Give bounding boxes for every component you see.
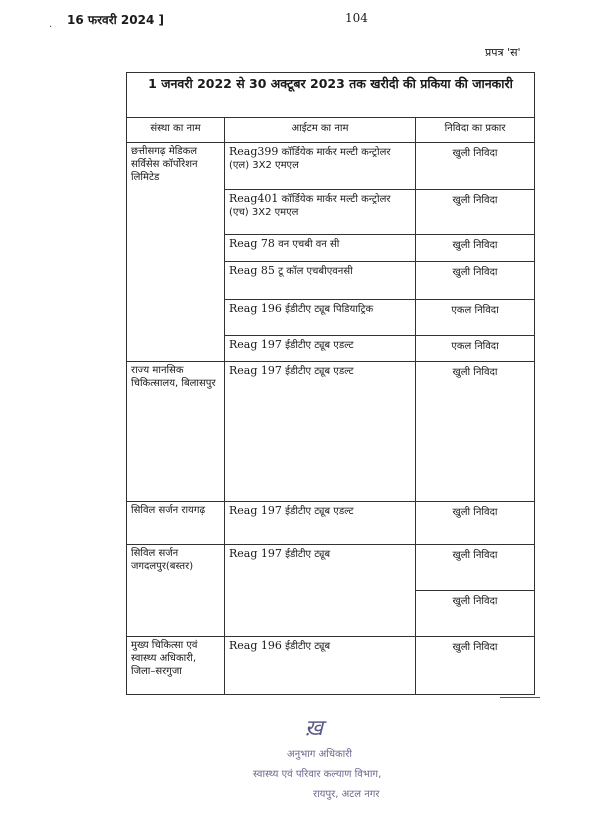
- item-code: Reag 197: [229, 504, 282, 517]
- item-code: Reag401: [229, 192, 279, 205]
- item-cell: [225, 545, 416, 637]
- margin-marks: ·: [49, 22, 53, 33]
- tender-cell: खुली निविदा: [416, 262, 535, 300]
- signature-block: [225, 712, 485, 812]
- item-name: टू कॉल एचबीएवनसी: [278, 266, 353, 277]
- tender-cell: खुली निविदा: [416, 235, 535, 262]
- item-cell: [225, 300, 416, 336]
- page-number: 104: [345, 11, 368, 25]
- org-cell: सिविल सर्जन जगदलपुर(बस्तर): [127, 545, 225, 637]
- tender-cell: खुली निविदा: [416, 502, 535, 545]
- item-cell: [225, 262, 416, 300]
- item-cell: [225, 235, 416, 262]
- table-title: 1 जनवरी 2022 से 30 अक्टूबर 2023 तक खरीदी की प्रकिया की जानकारी: [127, 73, 535, 118]
- org-cell: राज्य मानसिक चिकित्सालय, बिलासपुर: [127, 362, 225, 502]
- column-header-tender: निविदा का प्रकार: [416, 118, 535, 143]
- item-name: ईडीटीए ट्यूब एडल्ट: [285, 340, 354, 351]
- tender-cell: एकल निविदा: [416, 336, 535, 362]
- item-code: Reag 196: [229, 302, 282, 315]
- item-cell: [225, 637, 416, 695]
- item-cell: [225, 190, 416, 235]
- table-rule-extension: [500, 697, 540, 698]
- item-name: ईडीटीए ट्यूब एडल्ट: [285, 506, 354, 517]
- item-name: ईडीटीए ट्यूब एडल्ट: [285, 366, 354, 377]
- item-code: Reag 196: [229, 639, 282, 652]
- tender-cell: खुली निविदा: [416, 637, 535, 695]
- item-name: कॉर्डियेक मार्कर मल्टी कन्ट्रोलर (एच) 3X2 एमएल: [229, 194, 391, 218]
- gazette-date: 16 फरवरी 2024 ]: [67, 13, 164, 27]
- tender-cell: खुली निविदा: [416, 143, 535, 190]
- item-name: कॉर्डियेक मार्कर मल्टी कन्ट्रोलर (एल) 3X2 एमएल: [229, 147, 391, 171]
- column-header-item: आईटम का नाम: [225, 118, 416, 143]
- item-code: Reag 78: [229, 237, 275, 250]
- item-code: Reag 197: [229, 364, 282, 377]
- org-cell: छत्तीसगढ़ मेडिकल सर्विसेस कॉर्पोरेशन लिमिटेड: [127, 143, 225, 362]
- tender-cell: एकल निविदा: [416, 300, 535, 336]
- item-code: Reag 85: [229, 264, 275, 277]
- item-name: ईडीटीए ट्यूब पिडियाट्रिक: [285, 304, 374, 315]
- item-code: Reag 197: [229, 338, 282, 351]
- signature-mark: ख़: [305, 716, 323, 741]
- tender-cell: खुली निविदा: [416, 362, 535, 502]
- item-name: वन एचबी वन सी: [278, 239, 340, 250]
- form-label: प्रपत्र 'स': [485, 46, 521, 59]
- tender-cell: खुली निविदा: [416, 545, 535, 591]
- tender-cell: खुली निविदा: [416, 190, 535, 235]
- item-code: Reag 197: [229, 547, 282, 560]
- column-header-org: संस्था का नाम: [127, 118, 225, 143]
- signatory-department: स्वास्थ्य एवं परिवार कल्याण विभाग,: [253, 769, 382, 780]
- item-name: ईडीटीए ट्यूब: [285, 641, 331, 652]
- item-cell: [225, 502, 416, 545]
- item-cell: [225, 362, 416, 502]
- item-cell: [225, 336, 416, 362]
- item-name: ईडीटीए ट्यूब: [285, 549, 331, 560]
- signatory-location: रायपुर, अटल नगर: [313, 789, 380, 800]
- item-code: Reag399: [229, 145, 279, 158]
- item-cell: [225, 143, 416, 190]
- org-cell: सिविल सर्जन रायगढ़: [127, 502, 225, 545]
- tender-cell: खुली निविदा: [416, 591, 535, 637]
- procurement-table: [126, 72, 535, 695]
- signatory-designation: अनुभाग अधिकारी: [287, 749, 352, 760]
- org-cell: मुख्य चिकित्सा एवं स्वास्थ्य अधिकारी, जिला–सरगुजा: [127, 637, 225, 695]
